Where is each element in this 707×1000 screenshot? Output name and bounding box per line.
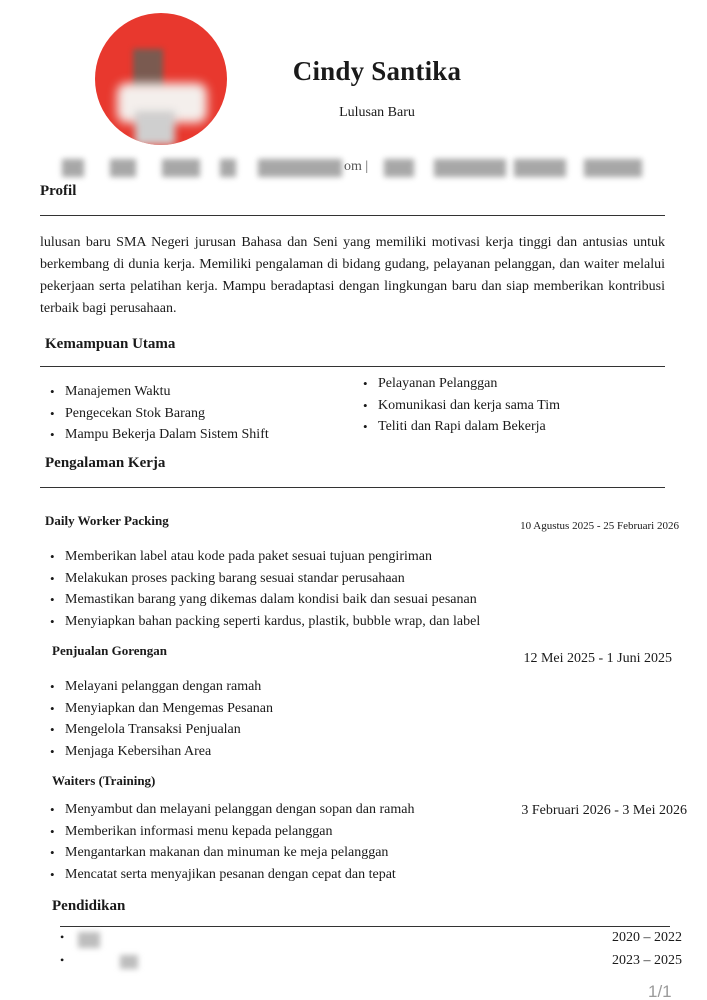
- job-duties-list: [40, 546, 480, 632]
- job-duty-item: • Mengelola Transaksi Penjualan: [40, 719, 273, 741]
- job-duties-list: [40, 676, 273, 762]
- job-date: 3 Februari 2026 - 3 Mei 2026: [521, 803, 687, 818]
- page-counter: 1/1: [648, 982, 672, 1000]
- section-divider: [60, 926, 670, 927]
- skill-item: • Pelayanan Pelanggan: [353, 373, 560, 395]
- education-row: • 2023 – 2025: [60, 953, 682, 968]
- section-title-profile: Profil: [40, 183, 77, 199]
- job-duty-item: • Memastikan barang yang dikemas dalam kondisi baik dan sesuai pesanan: [40, 589, 480, 611]
- job-duties-list: [40, 799, 415, 885]
- job-duty-item: • Melayani pelanggan dengan ramah: [40, 676, 273, 698]
- job-title: Waiters (Training): [52, 773, 156, 788]
- job-duty-item: • Menyambut dan melayani pelanggan dengan sopan dan ramah: [40, 799, 415, 821]
- job-date: 10 Agustus 2025 - 25 Februari 2026: [520, 520, 679, 532]
- job-duty-item: • Menyiapkan dan Mengemas Pesanan: [40, 698, 273, 720]
- job-duty-item: • Menyiapkan bahan packing seperti kardus, plastik, bubble wrap, dan label: [40, 611, 480, 633]
- skill-item: • Pengecekan Stok Barang: [40, 403, 269, 425]
- section-title-experience: Pengalaman Kerja: [45, 455, 166, 471]
- education-row: • 2020 – 2022: [60, 930, 682, 950]
- skills-list-right: [353, 373, 560, 438]
- skills-list-left: [40, 381, 269, 446]
- profile-text: lulusan baru SMA Negeri jurusan Bahasa dan Seni yang memiliki motivasi kerja tinggi dan antusias untuk berkembang di dunia kerja. Memiliki pengalaman di bidang gudang, pelayanan pelanggan, dan waiter melalui pekerjaan serta pelatihan kerja. Mampu beradaptasi dengan lingkungan baru dan siap memberikan kontribusi terbaik bagi perusahaan.: [40, 235, 665, 316]
- job-duty-item: • Memberikan informasi menu kepada pelanggan: [40, 821, 415, 843]
- job-date: 12 Mei 2025 - 1 Juni 2025: [523, 651, 672, 666]
- skill-item: • Manajemen Waktu: [40, 381, 269, 403]
- job-duty-item: • Mencatat serta menyajikan pesanan dengan cepat dan tepat: [40, 864, 415, 886]
- person-name: Cindy Santika: [292, 56, 462, 86]
- education-years: 2023 – 2025: [612, 953, 682, 968]
- section-divider: [40, 487, 665, 488]
- profile-photo: [95, 13, 227, 145]
- section-divider: [40, 366, 665, 367]
- section-divider: [40, 215, 665, 216]
- skill-item: • Komunikasi dan kerja sama Tim: [353, 395, 560, 417]
- section-title-skills: Kemampuan Utama: [45, 336, 176, 352]
- skill-item: • Mampu Bekerja Dalam Sistem Shift: [40, 424, 269, 446]
- education-years: 2020 – 2022: [612, 930, 682, 945]
- section-title-education: Pendidikan: [52, 898, 126, 914]
- person-role: Lulusan Baru: [339, 105, 415, 120]
- job-duty-item: • Melakukan proses packing barang sesuai standar perusahaan: [40, 568, 480, 590]
- job-title: Penjualan Gorengan: [52, 643, 167, 658]
- job-duty-item: • Menjaga Kebersihan Area: [40, 741, 273, 763]
- job-duty-item: • Mengantarkan makanan dan minuman ke meja pelanggan: [40, 842, 415, 864]
- job-duty-item: • Memberikan label atau kode pada paket sesuai tujuan pengiriman: [40, 546, 480, 568]
- contact-info-redacted: om |: [62, 159, 642, 179]
- job-title: Daily Worker Packing: [45, 513, 169, 528]
- skill-item: • Teliti dan Rapi dalam Bekerja: [353, 416, 560, 438]
